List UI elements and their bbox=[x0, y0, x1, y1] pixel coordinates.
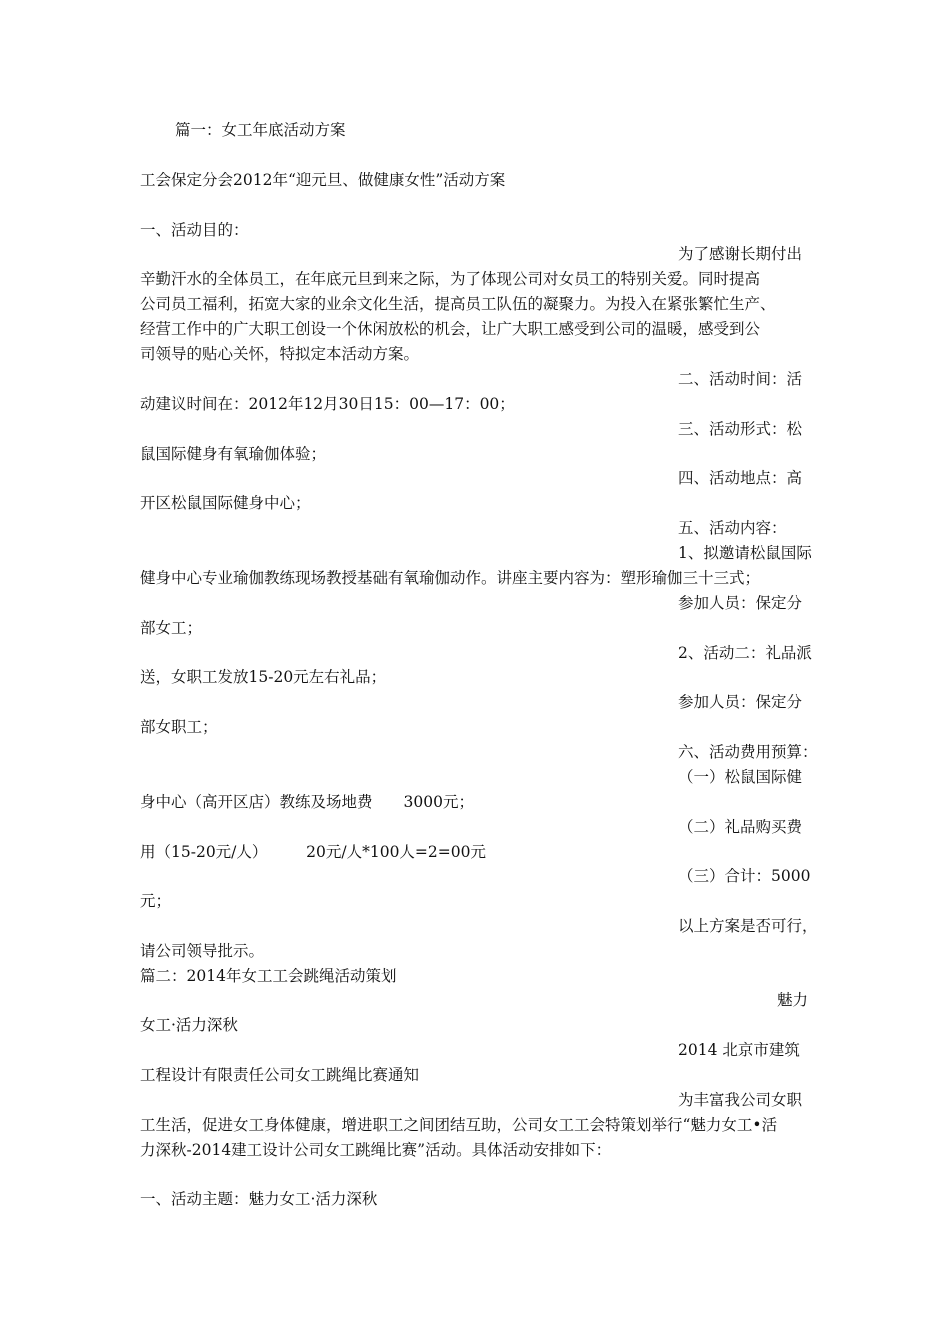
text-line: 2、活动二：礼品派 bbox=[678, 644, 812, 662]
text-line: 动建议时间在：2012年12月30日15：00—17：00； bbox=[140, 395, 515, 413]
text-line: 部女工； bbox=[140, 619, 203, 637]
text-line: 四、活动地点：高 bbox=[678, 469, 803, 487]
text-line: 魅力 bbox=[777, 991, 809, 1009]
section-heading: 一、活动主题：魅力女工·活力深秋 bbox=[140, 1190, 378, 1208]
text-line: 以上方案是否可行， bbox=[678, 917, 818, 935]
text-line: 工生活，促进女工身体健康，增进职工之间团结互助，公司女工工会特策划举行“魅力女工•活 bbox=[140, 1116, 778, 1134]
text-line: （三）合计：5000 bbox=[678, 867, 811, 885]
section-heading: 一、活动目的： bbox=[140, 221, 249, 239]
text-line: 开区松鼠国际健身中心； bbox=[140, 494, 311, 512]
text-line: （一）松鼠国际健 bbox=[678, 768, 803, 786]
text-line: 力深秋-2014建工设计公司女工跳绳比赛”活动。具体活动安排如下： bbox=[140, 1141, 612, 1159]
text-line: 用（15-20元/人） 20元/人*100人=2=00元 bbox=[140, 843, 486, 861]
text-line: 请公司领导批示。 bbox=[140, 942, 265, 960]
text-line: 经营工作中的广大职工创设一个休闲放松的机会，让广大职工感受到公司的温暖，感受到公 bbox=[140, 320, 761, 338]
text-line: 身中心（高开区店）教练及场地费 3000元； bbox=[140, 793, 474, 811]
text-line: 工程设计有限责任公司女工跳绳比赛通知 bbox=[140, 1066, 420, 1084]
text-line: 1、拟邀请松鼠国际 bbox=[678, 544, 812, 562]
text-line: 为丰富我公司女职 bbox=[678, 1091, 803, 1109]
text-line: 元； bbox=[140, 892, 172, 910]
text-line: 女工·活力深秋 bbox=[140, 1016, 238, 1034]
text-line: 健身中心专业瑜伽教练现场教授基础有氧瑜伽动作。讲座主要内容为：塑形瑜伽三十三式； bbox=[140, 569, 761, 587]
text-line: 二、活动时间：活 bbox=[678, 370, 803, 388]
text-line: 鼠国际健身有氧瑜伽体验； bbox=[140, 445, 327, 463]
text-line: 三、活动形式：松 bbox=[678, 420, 803, 438]
text-line: （二）礼品购买费 bbox=[678, 818, 803, 836]
text-line: 辛勤汗水的全体员工，在年底元旦到来之际，为了体现公司对女员工的特别关爱。同时提高 bbox=[140, 270, 761, 288]
text-line: 六、活动费用预算： bbox=[678, 743, 818, 761]
text-line: 公司员工福利，拓宽大家的业余文化生活，提高员工队伍的凝聚力。为投入在紧张繁忙生产、 bbox=[140, 295, 776, 313]
heading-part-one: 篇一：女工年底活动方案 bbox=[175, 121, 346, 139]
heading-part-two: 篇二：2014年女工工会跳绳活动策划 bbox=[140, 967, 397, 985]
plan-title: 工会保定分会2012年“迎元旦、做健康女性”活动方案 bbox=[140, 171, 506, 189]
text-line: 五、活动内容： bbox=[678, 519, 787, 537]
text-line: 司领导的贴心关怀，特拟定本活动方案。 bbox=[140, 345, 420, 363]
text-line: 为了感谢长期付出 bbox=[678, 245, 803, 263]
text-line: 部女职工； bbox=[140, 718, 218, 736]
text-line: 参加人员：保定分 bbox=[678, 594, 803, 612]
text-line: 参加人员：保定分 bbox=[678, 693, 803, 711]
text-line: 2014 北京市建筑 bbox=[678, 1041, 800, 1059]
text-line: 送，女职工发放15-20元左右礼品； bbox=[140, 668, 387, 686]
